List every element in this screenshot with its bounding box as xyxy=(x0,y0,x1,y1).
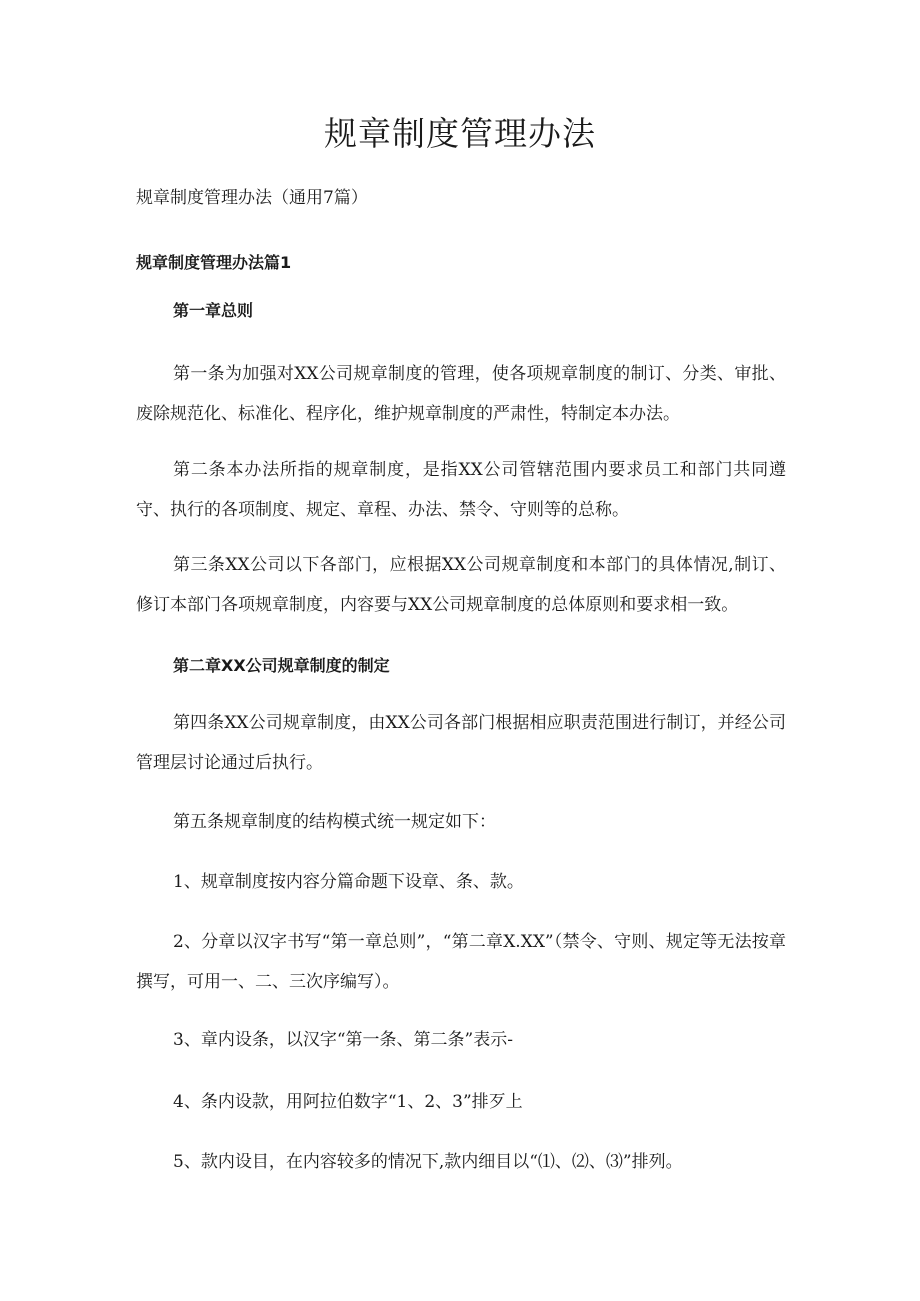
list-item-2: 2、分章以汉字书写“第一章总则”，“第二章X.XX”（禁令、守则、规定等无法按章撰写，可用一、二、三次序编写）。 xyxy=(136,932,786,992)
document-title: 规章制度管理办法 xyxy=(324,114,596,153)
chapter-2-heading: 第二章XX公司规章制度的制定 xyxy=(173,656,390,675)
document-subtitle: 规章制度管理办法（通用7篇） xyxy=(136,188,368,208)
chapter-1-heading: 第一章总则 xyxy=(173,301,254,320)
list-item-5: 5、款内设目，在内容较多的情况下,款内细目以“⑴、⑵、⑶”排列。 xyxy=(173,1152,683,1172)
list-item-3: 3、章内设条，以汉字“第一条、第二条”表示- xyxy=(173,1030,513,1050)
list-item-1: 1、规章制度按内容分篇命题下设章、条、款。 xyxy=(173,872,524,892)
article-2: 第二条本办法所指的规章制度，是指XX公司管辖范围内要求员工和部门共同遵守、执行的各项制度、规定、章程、办法、禁令、守则等的总称。 xyxy=(136,460,786,520)
article-1: 第一条为加强对XX公司规章制度的管理，使各项规章制度的制订、分类、审批、废除规范化、标准化、程序化，维护规章制度的严肃性，特制定本办法。 xyxy=(136,364,786,424)
article-5: 第五条规章制度的结构模式统一规定如下： xyxy=(173,812,496,832)
article-4: 第四条XX公司规章制度，由XX公司各部门根据相应职责范围进行制订，并经公司管理层讨论通过后执行。 xyxy=(136,713,786,773)
section-heading: 规章制度管理办法篇1 xyxy=(136,253,292,272)
list-item-4: 4、条内设款，用阿拉伯数字“1、2、3”排歹上 xyxy=(173,1092,523,1112)
article-3: 第三条XX公司以下各部门，应根据XX公司规章制度和本部门的具体情况,制订、修订本部门各项规章制度，内容要与XX公司规章制度的总体原则和要求相一致。 xyxy=(136,555,786,615)
